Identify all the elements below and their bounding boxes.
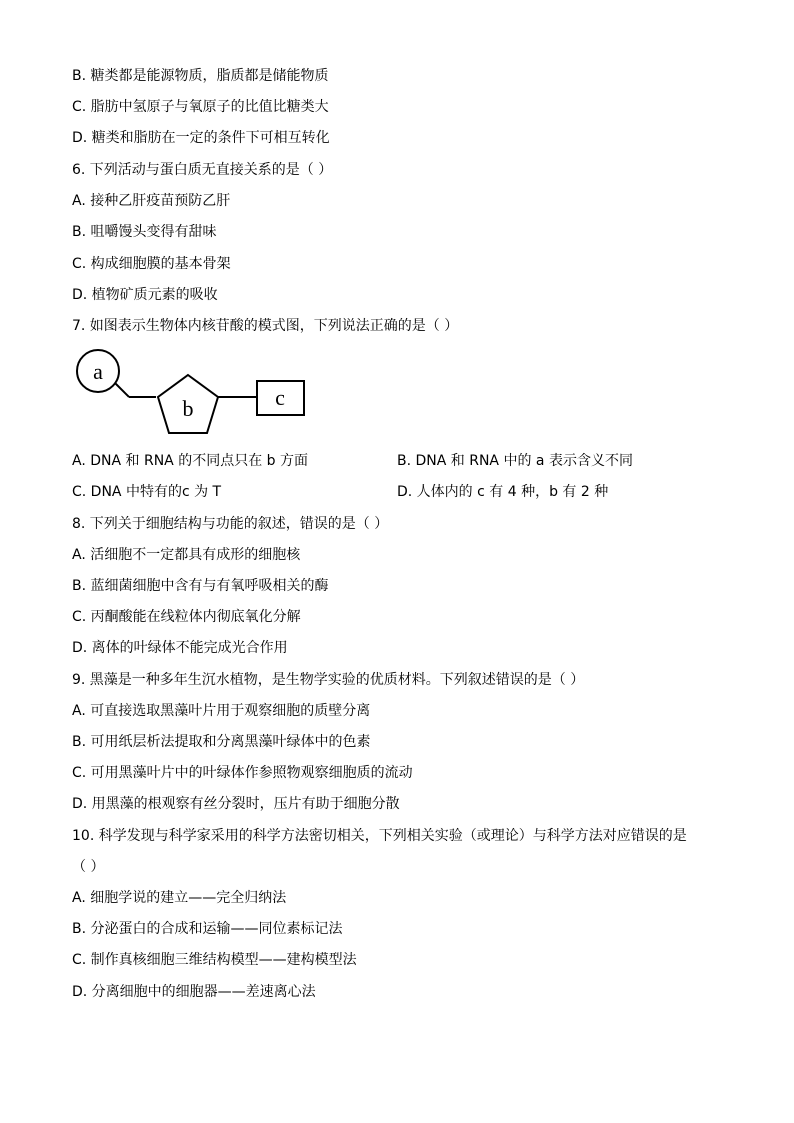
line-q5-b: B. 糖类都是能源物质，脂质都是储能物质 (72, 68, 329, 84)
line-q8-b: B. 蓝细菌细胞中含有与有氧呼吸相关的酶 (72, 578, 329, 594)
line-q6-b: B. 咀嚼馒头变得有甜味 (72, 224, 217, 240)
q7-option-c: C. DNA 中特有的c 为 T (72, 484, 222, 500)
question-10: 10. 科学发现与科学家采用的科学方法密切相关，下列相关实验（或理论）与科学方法对应错误的是 (72, 828, 687, 844)
line-q10-c: C. 制作真核细胞三维结构模型——建构模型法 (72, 952, 357, 968)
question-7: 7. 如图表示生物体内核苷酸的模式图，下列说法正确的是（ ） (72, 318, 459, 334)
line-q8-d: D. 离体的叶绿体不能完成光合作用 (72, 640, 288, 656)
line-q9-a: A. 可直接选取黑藻叶片用于观察细胞的质壁分离 (72, 703, 371, 719)
q7-option-b: B. DNA 和 RNA 中的 a 表示含义不同 (397, 453, 633, 469)
line-q9-d: D. 用黑藻的根观察有丝分裂时，压片有助于细胞分散 (72, 796, 400, 812)
nucleotide-diagram (72, 345, 312, 440)
question-10-bracket: （ ） (72, 859, 105, 875)
line-q10-a: A. 细胞学说的建立——完全归纳法 (72, 890, 287, 906)
line-q8-c: C. 丙酮酸能在线粒体内彻底氧化分解 (72, 609, 301, 625)
line-q9-c: C. 可用黑藻叶片中的叶绿体作参照物观察细胞质的流动 (72, 765, 413, 781)
label-b: b (182, 396, 194, 421)
line-q10-d: D. 分离细胞中的细胞器——差速离心法 (72, 984, 316, 1000)
question-9: 9. 黑藻是一种多年生沉水植物，是生物学实验的优质材料。下列叙述错误的是（ ） (72, 672, 585, 688)
line-q5-d: D. 糖类和脂肪在一定的条件下可相互转化 (72, 130, 330, 146)
question-8: 8. 下列关于细胞结构与功能的叙述，错误的是（ ） (72, 516, 389, 532)
line-q6-a: A. 接种乙肝疫苗预防乙肝 (72, 193, 231, 209)
line-q6-c: C. 构成细胞膜的基本骨架 (72, 256, 231, 272)
line-q8-a: A. 活细胞不一定都具有成形的细胞核 (72, 547, 301, 563)
line-q6-d: D. 植物矿质元素的吸收 (72, 287, 218, 303)
connector-a-b (115, 383, 129, 397)
label-a: a (93, 359, 103, 384)
line-q5-c: C. 脂肪中氢原子与氧原子的比值比糖类大 (72, 99, 329, 115)
q7-option-d: D. 人体内的 c 有 4 种，b 有 2 种 (397, 484, 609, 500)
label-c: c (275, 385, 285, 410)
line-q10-b: B. 分泌蛋白的合成和运输——同位素标记法 (72, 921, 343, 937)
q7-option-a: A. DNA 和 RNA 的不同点只在 b 方面 (72, 453, 308, 469)
line-q9-b: B. 可用纸层析法提取和分离黑藻叶绿体中的色素 (72, 734, 371, 750)
question-6: 6. 下列活动与蛋白质无直接关系的是（ ） (72, 162, 333, 178)
